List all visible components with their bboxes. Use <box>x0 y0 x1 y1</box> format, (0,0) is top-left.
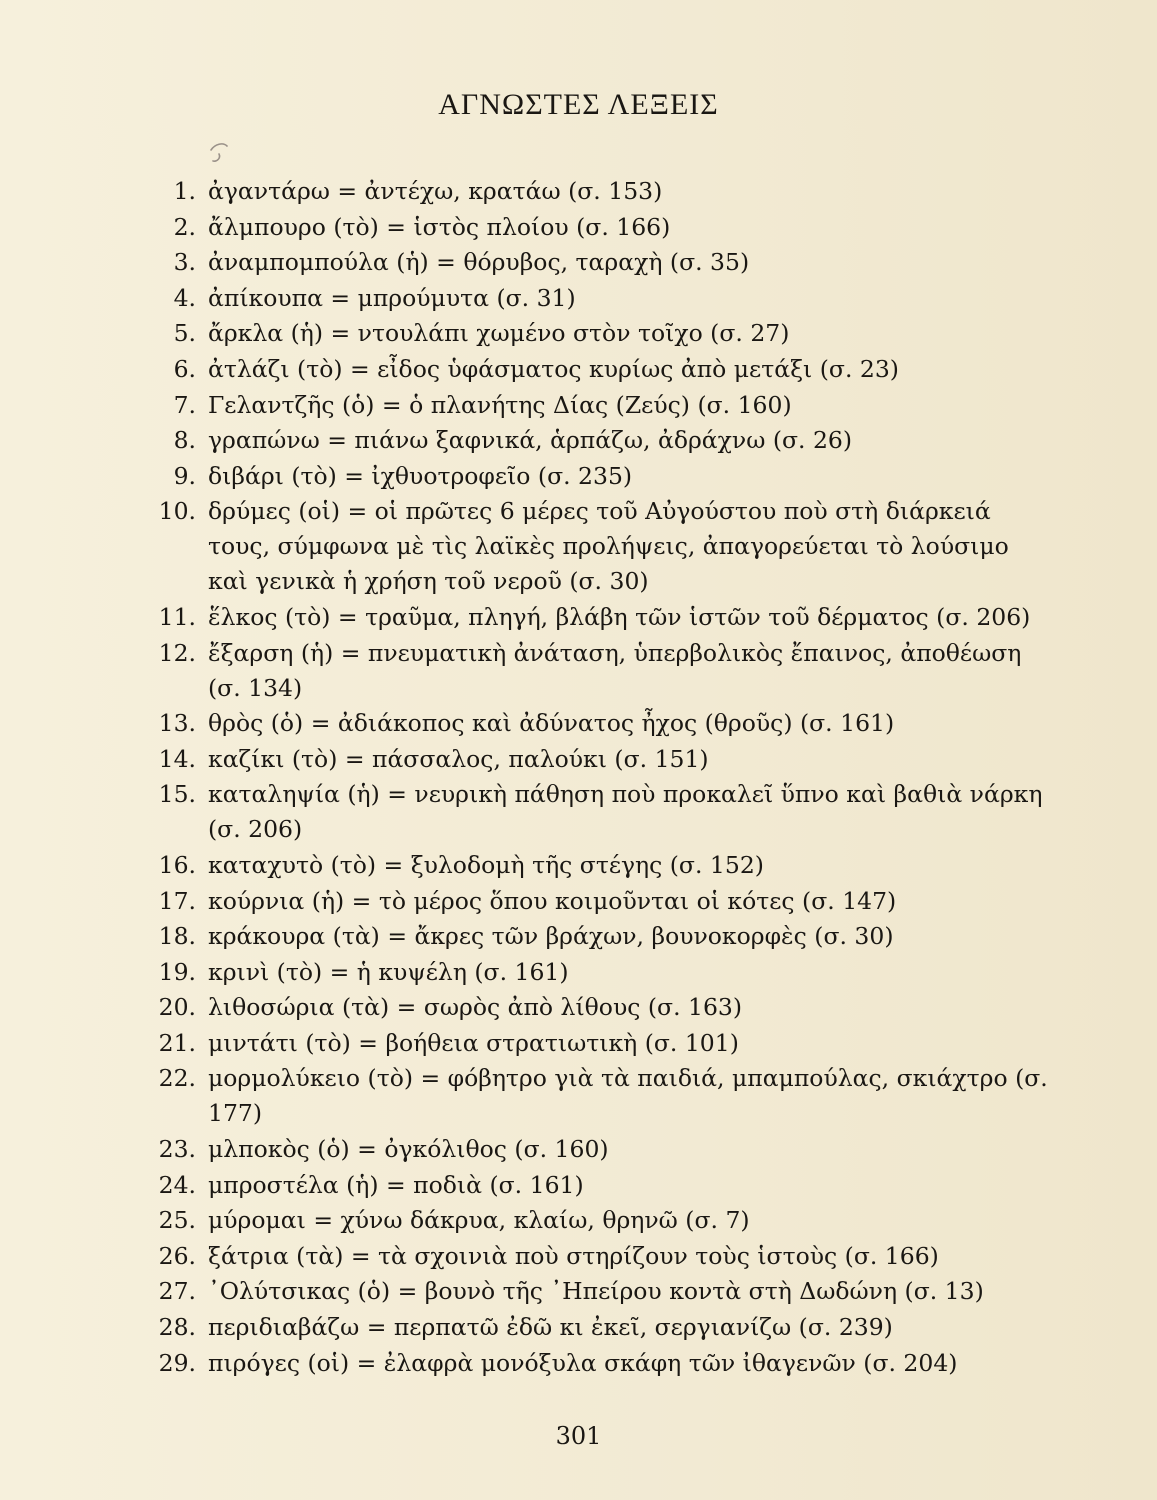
entry-number: 5. <box>173 319 196 348</box>
page-number: 301 <box>555 1422 602 1450</box>
list-item <box>150 848 1050 883</box>
entry-number: 15. <box>158 780 196 809</box>
entry-text: γραπώνω = πιάνω ξαφνικά, ἁρπάζω, ἀδράχνω (σ. 26) <box>208 426 853 455</box>
entry-text: περιδιαβάζω = περπατῶ ἐδῶ κι ἐκεῖ, σεργιανίζω (σ. 239) <box>208 1313 893 1342</box>
list-item <box>150 990 1050 1025</box>
pencil-mark-icon <box>205 136 239 166</box>
entry-text: πιρόγες (οἱ) = ἐλαφρὰ μονόξυλα σκάφη τῶν ἰθαγενῶν (σ. 204) <box>208 1348 958 1377</box>
list-item <box>150 1132 1050 1167</box>
list-item <box>150 210 1050 245</box>
list-item <box>150 742 1050 777</box>
entry-number: 23. <box>158 1135 196 1164</box>
page-title: ΑΓΝΩΣΤΕΣ ΛΕΞΕΙΣ <box>438 88 719 121</box>
entry-text: ἀναμπομπούλα (ἡ) = θόρυβος, ταραχὴ (σ. 35) <box>208 248 750 277</box>
entry-number: 7. <box>173 390 196 419</box>
entry-text: Γελαντζῆς (ὁ) = ὁ πλανήτης Δίας (Ζεύς) (σ. 160) <box>208 390 792 419</box>
entry-text: ᾿Ολύτσικας (ὁ) = βουνὸ τῆς ᾿Ηπείρου κοντὰ στὴ Δωδώνη (σ. 13) <box>208 1277 984 1306</box>
list-item <box>150 636 1050 706</box>
entry-number: 11. <box>158 602 196 631</box>
list-item <box>150 1026 1050 1061</box>
entry-text: καζίκι (τὸ) = πάσσαλος, παλούκι (σ. 151) <box>208 744 709 773</box>
entry-number: 9. <box>173 461 196 490</box>
entry-text: ἄλμπουρο (τὸ) = ἱστὸς πλοίου (σ. 166) <box>208 212 671 241</box>
entry-text: ξάτρια (τὰ) = τὰ σχοινιὰ ποὺ στηρίζουν τοὺς ἱστοὺς (σ. 166) <box>208 1241 939 1270</box>
entry-text: κρινὶ (τὸ) = ἡ κυψέλη (σ. 161) <box>208 957 569 986</box>
entry-number: 22. <box>158 1064 196 1093</box>
entry-number: 28. <box>158 1313 196 1342</box>
list-item <box>150 174 1050 209</box>
list-item <box>150 423 1050 458</box>
entry-text: δρύμες (οἱ) = οἱ πρῶτες 6 μέρες τοῦ Αὐγούστου ποὺ στὴ διάρκειά τους, σύμφωνα μὲ τὶς λαϊκὲς προλήψεις, ἀπαγορεύεται τὸ λούσιμο καὶ γενικὰ ἡ χρήση τοῦ νεροῦ (σ. 30) <box>208 497 1009 596</box>
list-item <box>150 600 1050 635</box>
entry-text: ἔξαρση (ἡ) = πνευματικὴ ἀνάταση, ὑπερβολικὸς ἔπαινος, ἀποθέωση (σ. 134) <box>208 638 1022 702</box>
list-item <box>150 281 1050 316</box>
entry-text: μιντάτι (τὸ) = βοήθεια στρατιωτικὴ (σ. 101) <box>208 1028 739 1057</box>
entry-number: 1. <box>173 177 196 205</box>
entry-text: λιθοσώρια (τὰ) = σωρὸς ἀπὸ λίθους (σ. 163) <box>208 993 743 1022</box>
list-item <box>150 494 1050 599</box>
list-item <box>150 1061 1050 1131</box>
entry-number: 26. <box>158 1241 196 1270</box>
entry-number: 4. <box>173 283 196 312</box>
list-item <box>150 706 1050 741</box>
entry-number: 25. <box>158 1206 196 1235</box>
list-item <box>150 1274 1050 1309</box>
entry-text: ἀτλάζι (τὸ) = εἶδος ὑφάσματος κυρίως ἀπὸ μετάξι (σ. 23) <box>208 354 899 383</box>
entry-text: ἀπίκουπα = μπρούμυτα (σ. 31) <box>208 283 576 312</box>
list-item <box>150 1168 1050 1203</box>
entry-text: μορμολύκειο (τὸ) = φόβητρο γιὰ τὰ παιδιά, μπαμπούλας, σκιάχτρο (σ. 177) <box>208 1064 1048 1128</box>
entry-text: ἕλκος (τὸ) = τραῦμα, πληγή, βλάβη τῶν ἱστῶν τοῦ δέρματος (σ. 206) <box>208 602 1031 631</box>
list-item <box>150 1346 1050 1381</box>
list-item <box>150 919 1050 954</box>
list-item <box>150 1310 1050 1345</box>
list-item <box>150 388 1050 423</box>
list-item <box>150 459 1050 494</box>
entry-number: 19. <box>158 957 196 986</box>
entry-text: καταληψία (ἡ) = νευρικὴ πάθηση ποὺ προκαλεῖ ὕπνο καὶ βαθιὰ νάρκη (σ. 206) <box>208 780 1043 844</box>
list-item <box>150 245 1050 280</box>
entry-number: 29. <box>158 1348 196 1377</box>
entry-text: διβάρι (τὸ) = ἰχθυοτροφεῖο (σ. 235) <box>208 461 633 490</box>
entry-number: 13. <box>158 709 196 738</box>
entry-number: 2. <box>173 212 196 241</box>
list-item <box>150 1239 1050 1274</box>
entry-text: μλποκὸς (ὁ) = ὀγκόλιθος (σ. 160) <box>208 1135 609 1164</box>
entry-text: καταχυτὸ (τὸ) = ξυλοδομὴ τῆς στέγης (σ. 152) <box>208 850 764 879</box>
list-item <box>150 884 1050 919</box>
list-item <box>150 955 1050 990</box>
entry-text: κράκουρα (τὰ) = ἄκρες τῶν βράχων, βουνοκορφὲς (σ. 30) <box>208 922 894 951</box>
entry-number: 8. <box>173 426 196 455</box>
entry-number: 17. <box>158 886 196 915</box>
entry-text: θρὸς (ὁ) = ἀδιάκοπος καὶ ἀδύνατος ἦχος (θροῦς) (σ. 161) <box>208 709 895 738</box>
entry-number: 10. <box>158 497 196 526</box>
list-item <box>150 1203 1050 1238</box>
entry-number: 16. <box>158 850 196 879</box>
entry-text: κούρνια (ἡ) = τὸ μέρος ὅπου κοιμοῦνται οἱ κότες (σ. 147) <box>208 886 897 915</box>
entry-number: 14. <box>158 744 196 773</box>
entry-text: ἄρκλα (ἡ) = ντουλάπι χωμένο στὸν τοῖχο (σ. 27) <box>208 319 790 348</box>
entry-number: 3. <box>173 248 196 277</box>
entry-number: 27. <box>158 1277 196 1306</box>
list-item <box>150 316 1050 351</box>
entry-number: 20. <box>158 993 196 1022</box>
entry-number: 21. <box>158 1028 196 1057</box>
entry-text: μπροστέλα (ἡ) = ποδιὰ (σ. 161) <box>208 1170 584 1199</box>
entry-text: μύρομαι = χύνω δάκρυα, κλαίω, θρηνῶ (σ. 7) <box>208 1206 750 1235</box>
glossary-list <box>150 174 1050 1381</box>
entry-number: 6. <box>173 354 196 383</box>
entry-number: 18. <box>158 922 196 951</box>
entry-text: ἀγαντάρω = ἀντέχω, κρατάω (σ. 153) <box>208 177 663 205</box>
list-item <box>150 777 1050 847</box>
entry-number: 12. <box>158 638 196 667</box>
list-item <box>150 352 1050 387</box>
entry-number: 24. <box>158 1170 196 1199</box>
